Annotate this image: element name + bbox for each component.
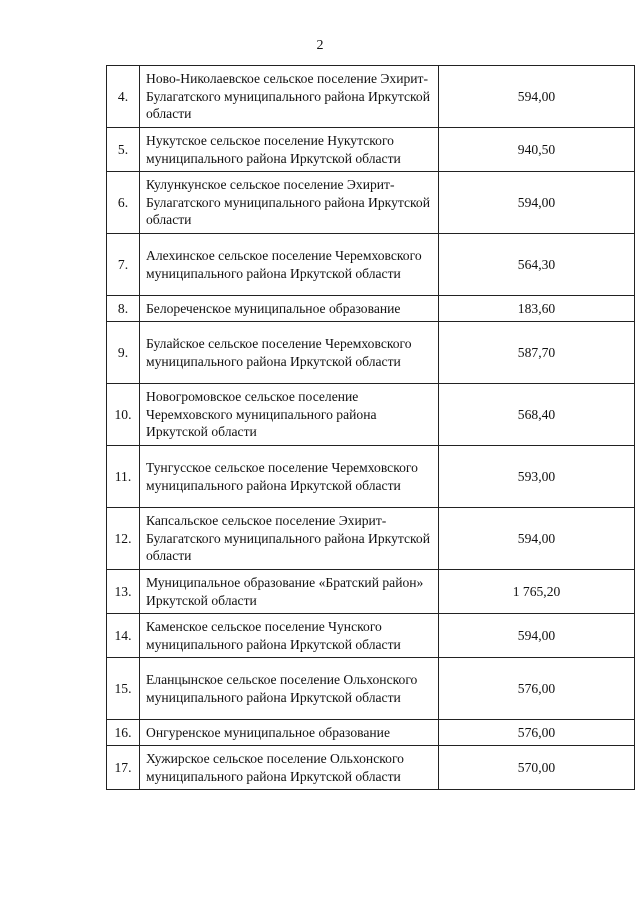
- amount-value: 940,50: [439, 128, 635, 172]
- settlement-name: Хужирское сельское поселение Ольхонского муниципального района Иркутской области: [140, 746, 439, 790]
- amount-value: 568,40: [439, 384, 635, 446]
- settlement-name: Онгуренское муниципальное образование: [140, 720, 439, 746]
- table-row: [107, 66, 635, 128]
- table-row: [107, 172, 635, 234]
- settlement-name: Кулункунское сельское поселение Эхирит-Булагатского муниципального района Иркутской области: [140, 172, 439, 234]
- settlement-name: Нукутское сельское поселение Нукутского муниципального района Иркутской области: [140, 128, 439, 172]
- amount-value: 183,60: [439, 296, 635, 322]
- table-row: [107, 128, 635, 172]
- row-number: 11.: [107, 446, 140, 508]
- amount-value: 1 765,20: [439, 570, 635, 614]
- table-row: [107, 614, 635, 658]
- table-row: [107, 234, 635, 296]
- table-row: [107, 508, 635, 570]
- amount-value: 594,00: [439, 508, 635, 570]
- row-number: 17.: [107, 746, 140, 790]
- row-number: 5.: [107, 128, 140, 172]
- row-number: 9.: [107, 322, 140, 384]
- page-number: 2: [316, 38, 324, 53]
- settlement-name: Капсальское сельское поселение Эхирит-Булагатского муниципального района Иркутской области: [140, 508, 439, 570]
- settlement-name: Еланцынское сельское поселение Ольхонского муниципального района Иркутской области: [140, 658, 439, 720]
- settlement-name: Белореченское муниципальное образование: [140, 296, 439, 322]
- table-row: [107, 384, 635, 446]
- row-number: 10.: [107, 384, 140, 446]
- allocation-table: [106, 65, 635, 790]
- table-row: [107, 322, 635, 384]
- amount-value: 594,00: [439, 614, 635, 658]
- row-number: 4.: [107, 66, 140, 128]
- settlement-name: Ново-Николаевское сельское поселение Эхирит-Булагатского муниципального района Иркутской области: [140, 66, 439, 128]
- row-number: 15.: [107, 658, 140, 720]
- amount-value: 576,00: [439, 658, 635, 720]
- amount-value: 594,00: [439, 66, 635, 128]
- amount-value: 576,00: [439, 720, 635, 746]
- settlement-name: Булайское сельское поселение Черемховского муниципального района Иркутской области: [140, 322, 439, 384]
- row-number: 14.: [107, 614, 140, 658]
- row-number: 7.: [107, 234, 140, 296]
- row-number: 13.: [107, 570, 140, 614]
- amount-value: 570,00: [439, 746, 635, 790]
- table-row: [107, 570, 635, 614]
- row-number: 6.: [107, 172, 140, 234]
- table-body: [107, 66, 635, 790]
- table-row: [107, 658, 635, 720]
- table-row: [107, 720, 635, 746]
- settlement-name: Муниципальное образование «Братский район» Иркутской области: [140, 570, 439, 614]
- settlement-name: Алехинское сельское поселение Черемховского муниципального района Иркутской области: [140, 234, 439, 296]
- settlement-name: Новогромовское сельское поселение Черемховского муниципального района Иркутской области: [140, 384, 439, 446]
- row-number: 12.: [107, 508, 140, 570]
- table-row: [107, 296, 635, 322]
- row-number: 16.: [107, 720, 140, 746]
- row-number: 8.: [107, 296, 140, 322]
- amount-value: 594,00: [439, 172, 635, 234]
- amount-value: 587,70: [439, 322, 635, 384]
- amount-value: 564,30: [439, 234, 635, 296]
- table-row: [107, 446, 635, 508]
- table-row: [107, 746, 635, 790]
- settlement-name: Тунгусское сельское поселение Черемховского муниципального района Иркутской области: [140, 446, 439, 508]
- amount-value: 593,00: [439, 446, 635, 508]
- settlement-name: Каменское сельское поселение Чунского муниципального района Иркутской области: [140, 614, 439, 658]
